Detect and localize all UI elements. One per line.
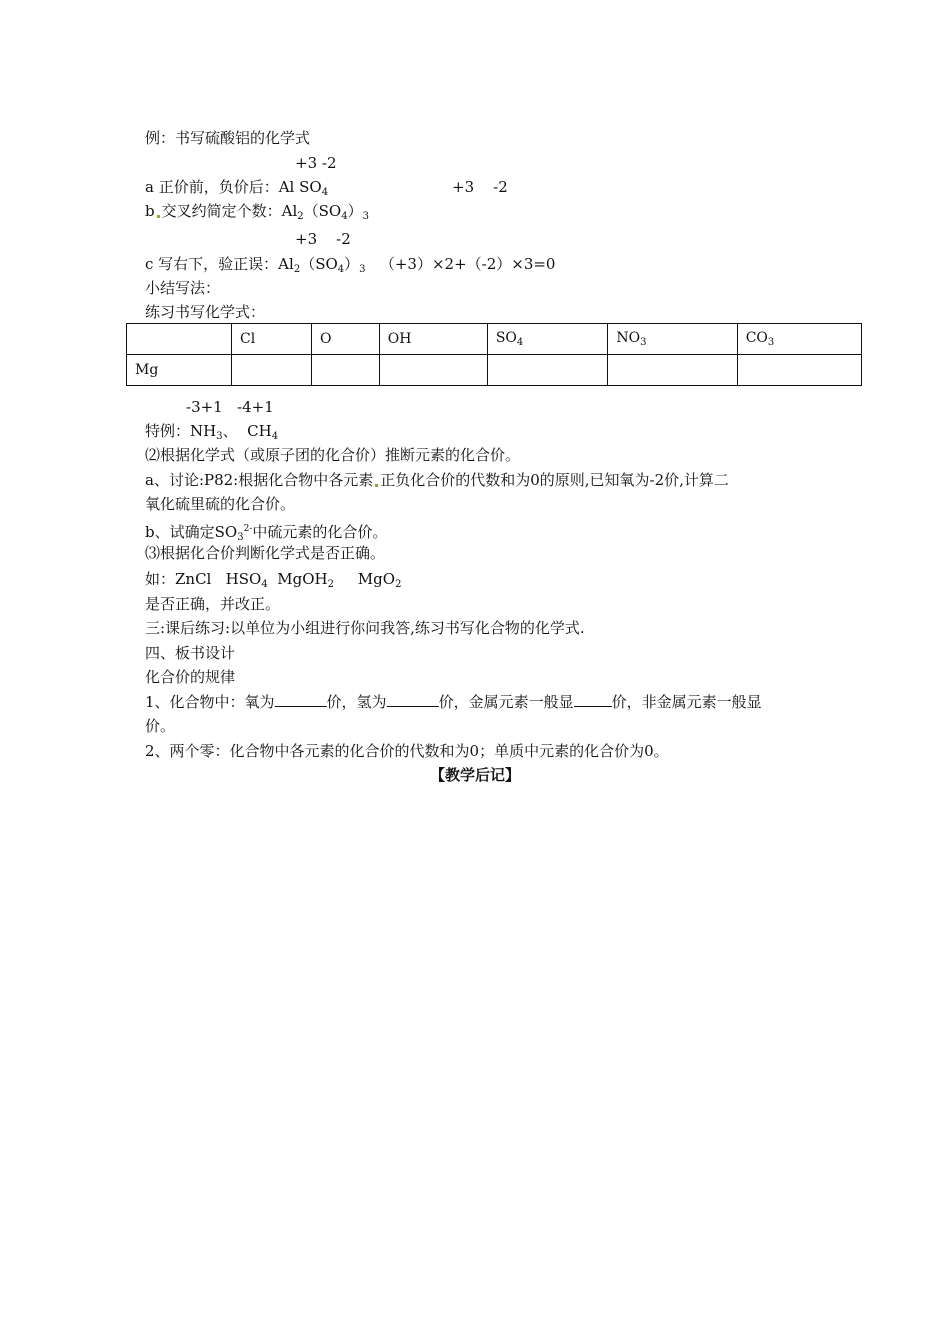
table-row-label: Mg <box>127 355 232 386</box>
homework: 三:课后练习:以单位为小组进行你问我答,练习书写化合物的化学式. <box>145 619 585 637</box>
example-title: 例：书写硫酸铝的化学式 <box>145 129 311 147</box>
rule-2: 2、两个零：化合物中各元素的化合价的代数和为0；单质中元素的化合价为0。 <box>145 742 669 760</box>
para-correct: 是否正确，并改正。 <box>145 595 281 613</box>
board-design: 四、板书设计 <box>145 644 236 662</box>
para-b: b、试确定$SO_3^{2-}$中硫元素的化合价。 <box>145 523 388 543</box>
table-header-no3: $NO_3$ <box>608 324 737 355</box>
blank-field[interactable] <box>275 692 327 707</box>
practice-table <box>126 323 862 386</box>
para-a2: 氧化硫里硫的化合价。 <box>145 495 296 513</box>
table-cell[interactable] <box>232 355 312 386</box>
rule-1-end: 价。 <box>145 717 176 735</box>
para-3: ⑶根据化合价判断化学式是否正确。 <box>145 544 386 562</box>
table-cell <box>127 324 232 355</box>
para-a1: a、讨论:P82:根据化合物中各元素 正负化合价的代数和为0的原则,已知氧为-2价,计算二 <box>145 471 729 489</box>
step-c: c 写右下，验正误：$Al_2(SO_4)_3$ （+3）×2+（-2）×3=0 <box>145 255 556 275</box>
valence-line-2: +3 -2 <box>295 230 351 248</box>
table-cell[interactable] <box>379 355 487 386</box>
table-cell[interactable] <box>608 355 737 386</box>
table-row <box>127 355 862 386</box>
para-example: 如：ZnCl $HSO_4$ MgOH$_2$ MgO$_2$ <box>145 570 402 590</box>
summary-label: 小结写法： <box>145 279 221 297</box>
table-header-oh: OH <box>379 324 487 355</box>
table-cell[interactable] <box>312 355 380 386</box>
special-case: 特例：$NH_3$、 $CH_4$ <box>145 422 279 442</box>
para-2: ⑵根据化学式（或原子团的化合价）推断元素的化合价。 <box>145 446 521 464</box>
table-cell[interactable] <box>737 355 861 386</box>
table-header-o: O <box>312 324 380 355</box>
step-a-valence: +3 -2 <box>452 178 508 196</box>
practice-label: 练习书写化学式： <box>145 303 266 321</box>
rule-title: 化合价的规律 <box>145 668 236 686</box>
blank-field[interactable] <box>387 692 439 707</box>
table-header-co3: $CO_3$ <box>737 324 861 355</box>
rule-1: 1、化合物中：氧为 价，氢为 价，金属元素一般显 价，非金属元素一般显 <box>145 693 762 711</box>
step-a: a 正价前，负价后：Al $SO_4$ <box>145 178 329 198</box>
blank-field[interactable] <box>574 692 612 707</box>
teaching-notes: 【教学后记】 <box>429 766 520 784</box>
table-cell[interactable] <box>487 355 608 386</box>
valence-line-1: +3 -2 <box>295 154 337 172</box>
table-header-cl: Cl <box>232 324 312 355</box>
table-header-so4: $SO_4$ <box>487 324 608 355</box>
step-b: b 交叉约简定个数：$Al_2(SO_4)_3$ <box>145 202 369 222</box>
special-valences: -3+1 -4+1 <box>186 398 274 416</box>
table-header-row <box>127 324 862 355</box>
